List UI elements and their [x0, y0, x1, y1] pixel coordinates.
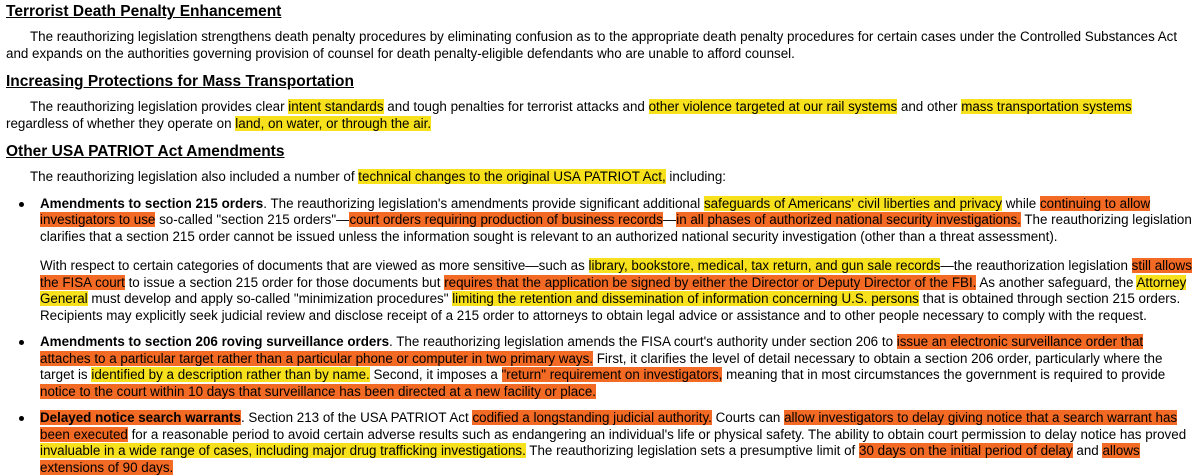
text: and tough penalties for terrorist attacks and: [384, 99, 649, 114]
list-item-section-206: [40, 334, 1194, 400]
bullet-title: Amendments to section 206 roving surveillance orders: [40, 334, 389, 349]
highlight-yellow: invaluable in a wide range of cases, including major drug trafficking investigations.: [40, 443, 526, 458]
highlight-orange: "return" requirement on investigators,: [502, 367, 723, 382]
text: . The reauthorizing legislation amends the FISA court's authority under section 206 to: [389, 334, 897, 349]
text: The reauthorizing legislation clarifies that a section 215 order cannot be issued unless the information sought is relevant to an authorized national security investigation (other than a threat assessment).: [40, 212, 1192, 244]
list-item-section-215: [40, 196, 1194, 325]
text: so-called "section 215 orders"—: [155, 212, 349, 227]
text: . Section 213 of the USA PATRIOT Act: [241, 410, 472, 425]
heading-death-penalty: Terrorist Death Penalty Enhancement: [6, 2, 1194, 21]
highlight-orange: court orders requiring production of business records: [349, 212, 662, 227]
heading-mass-transportation: Increasing Protections for Mass Transportation: [6, 72, 1194, 91]
highlight-yellow: intent standards: [288, 99, 383, 114]
text: to issue a section 215 order for those documents but: [125, 275, 444, 290]
highlight-yellow: other violence targeted at our rail systems: [649, 99, 898, 114]
text: As another safeguard, the: [976, 275, 1136, 290]
text: including:: [666, 169, 726, 184]
highlight-orange: allow investigators to delay giving notice that a search warrant has been executed: [40, 410, 1177, 442]
text: —the reauthorization legislation: [940, 258, 1131, 273]
text: for a reasonable period to avoid certain adverse results such as endangering an individual's life or physical safety. The ability to obtain court permission to delay notice has proved: [128, 427, 1186, 442]
paragraph-section-206: [40, 334, 1194, 400]
text: The reauthorizing legislation sets a presumptive limit of: [526, 443, 859, 458]
text: must develop and apply so-called "minimization procedures": [88, 291, 453, 306]
highlight-orange: codified a longstanding judicial authority.: [472, 410, 711, 425]
highlight-yellow: safeguards of Americans' civil liberties and privacy: [704, 196, 1002, 211]
highlight-orange: issue an electronic surveillance order that attaches to a particular target rather than a particular phone or computer in two primary ways.: [40, 334, 1143, 366]
highlight-orange: continuing to allow investigators to use: [40, 196, 1150, 228]
text: meaning that in most circumstances the government is required to provide: [722, 367, 1165, 382]
text: Second, it imposes a: [370, 367, 502, 382]
text: while: [1002, 196, 1040, 211]
highlight-yellow: library, bookstore, medical, tax return, and gun sale records: [589, 258, 941, 273]
paragraph-section-215: [40, 196, 1194, 246]
list-item-delayed-notice: [40, 410, 1194, 476]
text: —: [663, 212, 676, 227]
text: and other: [897, 99, 961, 114]
highlight-orange: in all phases of authorized national security investigations.: [676, 212, 1021, 227]
text: and: [1073, 443, 1103, 458]
paragraph-amendments-intro: [6, 169, 1194, 186]
highlight-yellow: land, on water, or through the air.: [235, 116, 431, 131]
paragraph-death-penalty: The reauthorizing legislation strengthens death penalty procedures by eliminating confusion as to the appropriate death penalty procedures for certain cases under the Controlled Substances Act and expands on the authorities governing provision of counsel for death penalty-eligible defendants who are unable to afford counsel.: [6, 29, 1194, 62]
paragraph-delayed-notice: [40, 410, 1194, 476]
text: The reauthorizing legislation also included a number of: [30, 169, 358, 184]
highlight-orange: notice to the court within 10 days that surveillance has been directed at a new facility or place.: [40, 384, 596, 399]
highlight-yellow: identified by a description rather than by name.: [91, 367, 369, 382]
highlight-orange: 30 days on the initial period of delay: [859, 443, 1073, 458]
text: . The reauthorizing legislation's amendments provide significant additional: [263, 196, 704, 211]
heading-other-amendments: Other USA PATRIOT Act Amendments: [6, 142, 1194, 161]
highlight-yellow: mass transportation systems: [961, 99, 1131, 114]
bullet-title: Delayed notice search warrants: [40, 410, 241, 425]
bullet-title: Amendments to section 215 orders: [40, 196, 263, 211]
text: First, it clarifies the level of detail necessary to obtain a section 206 order, particularly where the target is: [40, 351, 1162, 383]
highlight-orange: allows extensions of 90 days.: [40, 443, 1140, 475]
text: regardless of whether they operate on: [6, 116, 235, 131]
paragraph-mass-transportation: [6, 99, 1194, 132]
text: The reauthorizing legislation provides clear: [30, 99, 288, 114]
text: With respect to certain categories of documents that are viewed as more sensitive—such as: [40, 258, 589, 273]
text: that is obtained through section 215 orders. Recipients may explicitly seek judicial review and disclose receipt of a 215 order to attorneys to obtain legal advice or assistance and to other people necessary to comply with the request.: [40, 291, 1180, 323]
amendments-list: [6, 196, 1194, 476]
paragraph-section-215-sensitive: [40, 258, 1194, 324]
highlight-yellow: Attorney General: [40, 275, 1186, 307]
highlight-orange: still allows the FISA court: [40, 258, 1192, 290]
highlight-orange: requires that the application be signed by either the Director or Deputy Director of the FBI.: [444, 275, 976, 290]
highlight-yellow: limiting the retention and dissemination of information concerning U.S. persons: [452, 291, 919, 306]
text: Courts can: [712, 410, 784, 425]
highlight-yellow: technical changes to the original USA PATRIOT Act,: [358, 169, 665, 184]
